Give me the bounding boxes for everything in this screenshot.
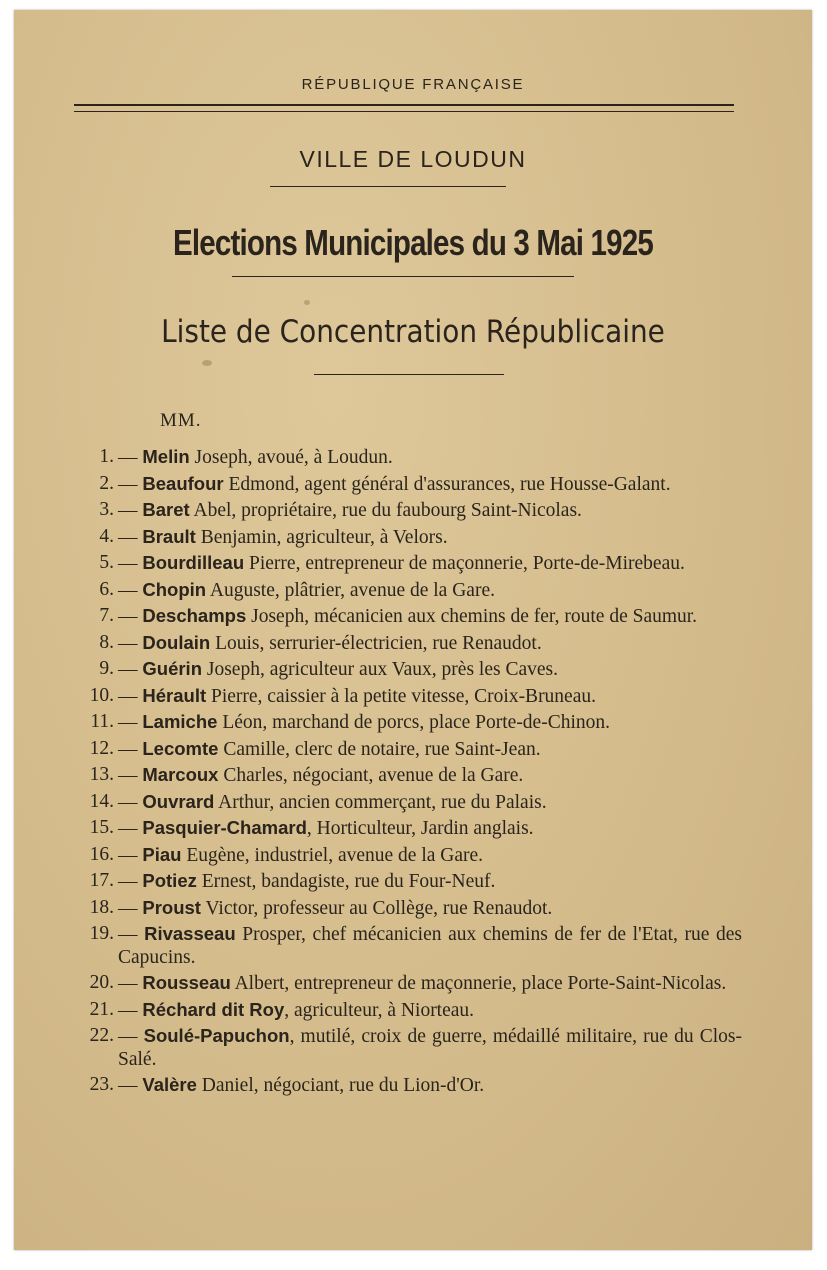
candidate-entry — [70, 844, 742, 868]
candidate-name: Pasquier-Chamard — [142, 817, 307, 838]
entry-number: 21. — [89, 998, 114, 1020]
candidate-name: Bourdilleau — [142, 552, 245, 573]
divider-rule — [232, 276, 574, 277]
entry-number: 2. — [99, 472, 114, 494]
candidate-entry — [70, 499, 742, 523]
candidate-description: Daniel, négociant, rue du Lion-d'Or. — [196, 1075, 485, 1096]
entry-dash: — — [118, 632, 138, 654]
divider-rule — [314, 374, 504, 375]
entry-dash: — — [118, 500, 138, 521]
entry-number: 5. — [99, 552, 114, 573]
paper-stain — [304, 300, 310, 305]
entry-dash: — — [118, 685, 138, 707]
entry-dash: — — [118, 844, 138, 866]
mm-label: MM. — [160, 410, 202, 431]
entry-dash: — — [118, 765, 138, 786]
entry-dash: — — [118, 447, 138, 468]
candidate-name: Potiez — [142, 870, 197, 891]
candidate-description: Camille, clerc de notaire, rue Saint-Jean. — [218, 738, 541, 760]
candidate-entry — [70, 764, 742, 788]
entry-number: 17. — [89, 870, 114, 891]
candidate-name: Chopin — [142, 578, 207, 600]
candidate-name: Lecomte — [142, 737, 219, 759]
candidate-name: Ouvrard — [142, 790, 215, 812]
candidate-name: Rivasseau — [144, 923, 236, 944]
candidate-entry — [70, 738, 742, 762]
entry-dash: — — [118, 473, 138, 495]
entry-dash: — — [118, 526, 138, 548]
candidate-name: Proust — [142, 896, 201, 918]
candidate-entry — [70, 1025, 742, 1071]
entry-number: 12. — [89, 737, 114, 759]
candidate-entry — [70, 897, 742, 921]
liste-title: Liste de Concentration Républicaine — [161, 314, 665, 350]
entry-number: 15. — [89, 817, 114, 838]
entry-dash: — — [118, 606, 138, 627]
divider-rule — [270, 186, 506, 187]
candidate-entry — [70, 658, 742, 682]
entry-dash: — — [118, 924, 138, 945]
candidate-name: Rousseau — [142, 972, 231, 993]
candidate-description: Charles, négociant, avenue de la Gare. — [218, 765, 524, 786]
entry-number: 10. — [89, 684, 114, 706]
candidate-name: Doulain — [142, 631, 211, 653]
candidate-description: , mutilé, croix de guerre, médaillé militaire, rue du Clos-Salé. — [118, 1026, 742, 1070]
candidate-description: Joseph, mécanicien aux chemins de fer, route de Saumur. — [246, 606, 698, 627]
entry-dash: — — [118, 659, 138, 680]
candidate-entry — [70, 473, 742, 497]
candidate-entry — [70, 817, 742, 841]
republique-heading: RÉPUBLIQUE FRANÇAISE — [301, 76, 525, 93]
candidate-description: Pierre, caissier à la petite vitesse, Croix-Bruneau. — [206, 685, 596, 707]
entry-number: 23. — [89, 1074, 114, 1095]
elections-title: Elections Municipales du 3 Mai 1925 — [173, 222, 653, 263]
candidate-entry — [70, 579, 742, 603]
entry-number: 9. — [99, 658, 114, 679]
candidate-name: Marcoux — [142, 764, 219, 785]
candidate-list — [70, 446, 742, 1101]
entry-dash: — — [118, 553, 138, 574]
candidate-description: Joseph, avoué, à Loudun. — [189, 447, 393, 468]
candidate-name: Baret — [142, 499, 190, 520]
header-double-rule — [74, 104, 734, 112]
entry-number: 3. — [99, 499, 114, 520]
candidate-entry — [70, 711, 742, 735]
entry-number: 18. — [89, 896, 114, 918]
entry-number: 4. — [99, 525, 114, 547]
paper-stain — [202, 360, 212, 366]
candidate-entry — [70, 791, 742, 815]
candidate-name: Valère — [142, 1074, 197, 1095]
candidate-name: Melin — [142, 446, 190, 467]
entry-number: 8. — [99, 631, 114, 653]
candidate-name: Beaufour — [142, 472, 224, 494]
document-page — [14, 10, 812, 1250]
candidate-entry — [70, 446, 742, 470]
candidate-description: Louis, serrurier-électricien, rue Renaudot. — [210, 632, 542, 654]
candidate-entry — [70, 605, 742, 629]
candidate-description: Léon, marchand de porcs, place Porte-de-Chinon. — [217, 712, 611, 733]
candidate-description: Albert, entrepreneur de maçonnerie, place Porte-Saint-Nicolas. — [230, 973, 727, 994]
candidate-entry — [70, 999, 742, 1023]
entry-dash: — — [118, 1026, 138, 1047]
entry-number: 22. — [89, 1025, 114, 1046]
candidate-description: Edmond, agent général d'assurances, rue Housse-Galant. — [223, 473, 671, 495]
candidate-description: Eugène, industriel, avenue de la Gare. — [181, 844, 484, 866]
candidate-entry — [70, 972, 742, 996]
candidate-description: Victor, professeur au Collège, rue Renaudot. — [200, 897, 553, 919]
candidate-description: Arthur, ancien commerçant, rue du Palais. — [214, 791, 547, 813]
candidate-name: Réchard dit Roy — [142, 998, 285, 1020]
entry-dash: — — [118, 738, 138, 760]
candidate-name: Piau — [142, 843, 182, 865]
candidate-name: Lamiche — [142, 711, 218, 732]
entry-dash: — — [118, 871, 138, 892]
candidate-entry — [70, 1074, 742, 1098]
candidate-entry — [70, 632, 742, 656]
candidate-entry — [70, 552, 742, 576]
candidate-description: Auguste, plâtrier, avenue de la Gare. — [206, 579, 495, 601]
entry-number: 19. — [89, 923, 114, 944]
entry-number: 7. — [99, 605, 114, 626]
entry-number: 13. — [89, 764, 114, 785]
entry-dash: — — [118, 791, 138, 813]
candidate-name: Deschamps — [142, 605, 247, 626]
entry-dash: — — [118, 1075, 138, 1096]
candidate-name: Brault — [142, 525, 196, 547]
entry-dash: — — [118, 818, 138, 839]
candidate-entry — [70, 923, 742, 969]
candidate-description: Abel, propriétaire, rue du faubourg Saint-Nicolas. — [189, 500, 582, 521]
entry-dash: — — [118, 579, 138, 601]
entry-dash: — — [118, 712, 138, 733]
entry-number: 11. — [90, 711, 114, 732]
entry-number: 16. — [89, 843, 114, 865]
candidate-name: Hérault — [142, 684, 207, 706]
candidate-description: Prosper, chef mécanicien aux chemins de fer de l'Etat, rue des Capucins. — [118, 924, 742, 968]
candidate-entry — [70, 870, 742, 894]
candidate-entry — [70, 685, 742, 709]
candidate-name: Soulé-Papuchon — [143, 1025, 290, 1046]
entry-dash: — — [118, 897, 138, 919]
candidate-description: , agriculteur, à Niorteau. — [284, 999, 475, 1021]
candidate-description: Pierre, entrepreneur de maçonnerie, Porte-de-Mirebeau. — [244, 553, 685, 574]
candidate-entry — [70, 526, 742, 550]
entry-number: 1. — [99, 446, 114, 467]
candidate-name: Guérin — [142, 658, 202, 679]
entry-number: 20. — [89, 972, 114, 993]
candidate-description: , Horticulteur, Jardin anglais. — [306, 818, 534, 839]
candidate-description: Benjamin, agriculteur, à Velors. — [195, 526, 448, 548]
entry-number: 6. — [99, 578, 114, 600]
ville-heading: VILLE DE LOUDUN — [299, 146, 527, 172]
entry-dash: — — [118, 973, 138, 994]
entry-dash: — — [118, 999, 138, 1021]
entry-number: 14. — [89, 790, 114, 812]
candidate-description: Ernest, bandagiste, rue du Four-Neuf. — [196, 871, 496, 892]
candidate-description: Joseph, agriculteur aux Vaux, près les Caves. — [202, 659, 558, 680]
